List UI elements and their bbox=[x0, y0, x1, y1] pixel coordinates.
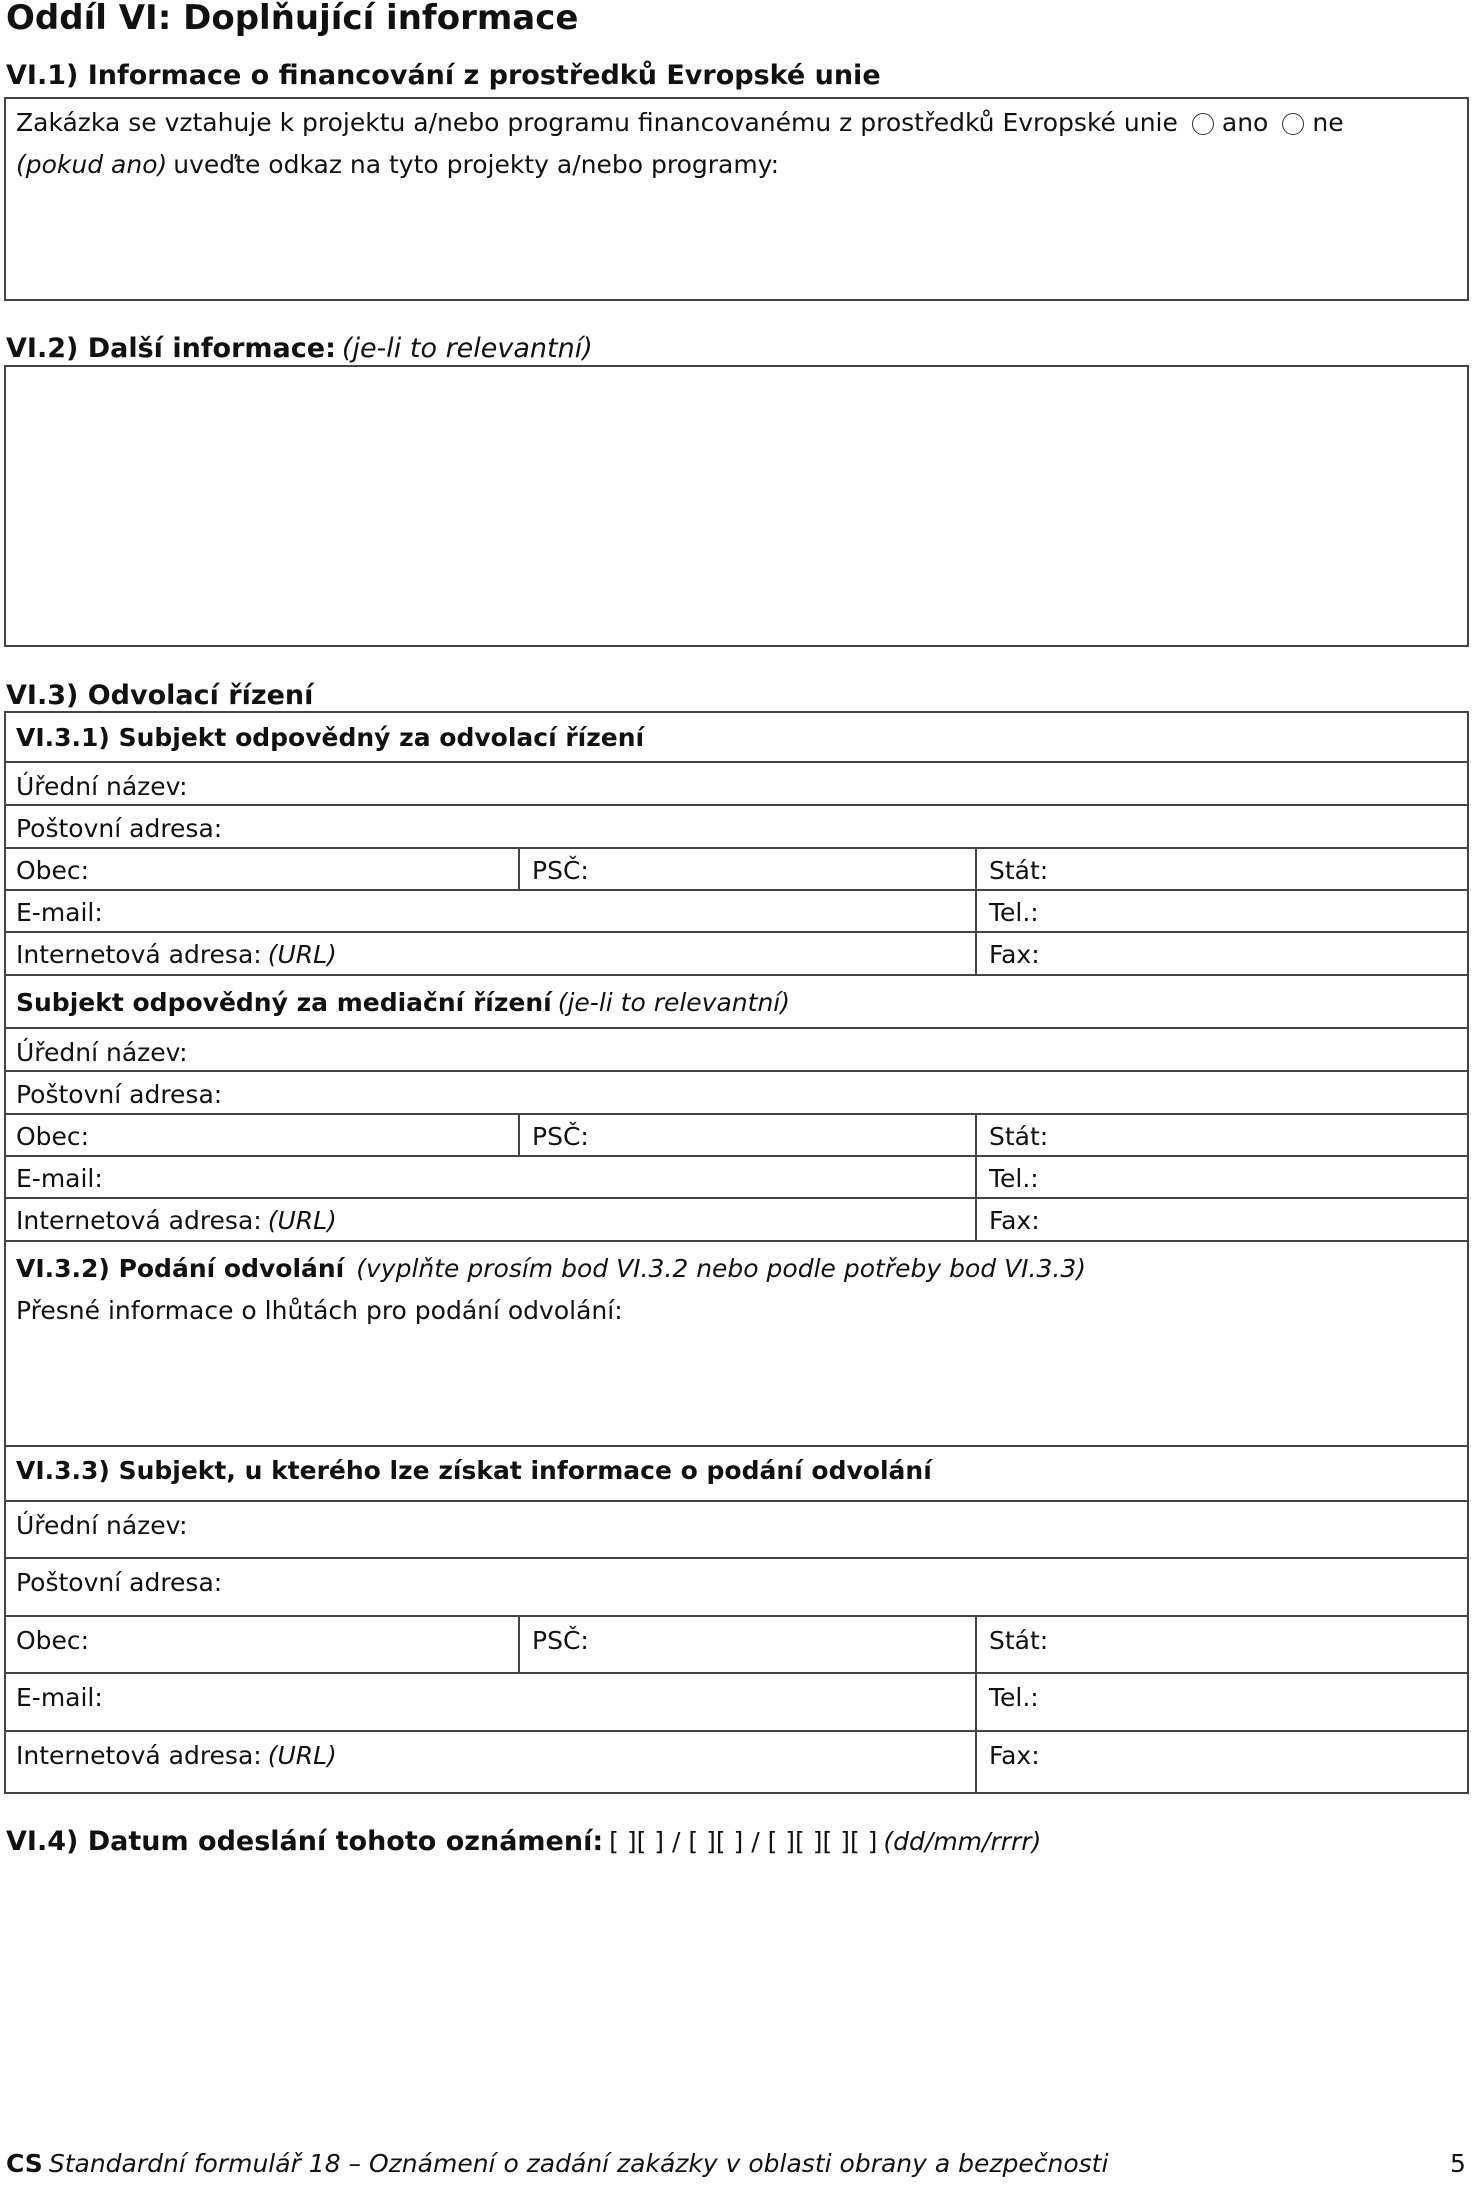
divider bbox=[518, 847, 520, 889]
divider bbox=[4, 761, 1469, 763]
review-official-name-label: Úřední název: bbox=[16, 772, 188, 801]
info-country-label: Stát: bbox=[989, 1626, 1049, 1655]
section-title: Oddíl VI: Doplňující informace bbox=[6, 0, 579, 38]
divider bbox=[4, 1155, 1469, 1157]
divider bbox=[4, 1500, 1469, 1502]
vi33-heading: VI.3.3) Subjekt, u kterého lze získat informace o podání odvolání bbox=[16, 1456, 932, 1485]
vi1-heading: VI.1) Informace o financování z prostředků Evropské unie bbox=[6, 60, 881, 91]
footer-title: Standardní formulář 18 – Oznámení o zadání zakázky v oblasti obrany a bezpečnosti bbox=[48, 2149, 1109, 2178]
footer-row bbox=[6, 2149, 1108, 2178]
radio-no-label: ne bbox=[1312, 108, 1344, 137]
divider bbox=[4, 1113, 1469, 1115]
mediation-postal-address-label: Poštovní adresa: bbox=[16, 1080, 223, 1109]
vi4-row bbox=[6, 1826, 1041, 1857]
info-postal-address-label: Poštovní adresa: bbox=[16, 1568, 223, 1597]
date-format-note: (dd/mm/rrrr) bbox=[883, 1827, 1042, 1856]
vi2-note: (je-li to relevantní) bbox=[341, 333, 593, 364]
eu-reference-condition: (pokud ano) bbox=[16, 150, 168, 179]
divider bbox=[4, 931, 1469, 933]
appeal-deadlines-field[interactable] bbox=[16, 1335, 1456, 1435]
footer-lang: CS bbox=[6, 2149, 43, 2178]
mediation-fax-label: Fax: bbox=[989, 1206, 1040, 1235]
vi2-heading-row bbox=[6, 333, 593, 364]
mediation-email-label: E-mail: bbox=[16, 1164, 103, 1193]
appeal-deadlines-label: Přesné informace o lhůtách pro podání odvolání: bbox=[16, 1296, 623, 1325]
divider bbox=[4, 1197, 1469, 1199]
divider bbox=[4, 1027, 1469, 1029]
review-country-label: Stát: bbox=[989, 856, 1049, 885]
vi32-heading: VI.3.2) Podání odvolání bbox=[16, 1254, 345, 1283]
review-town-label: Obec: bbox=[16, 856, 90, 885]
divider bbox=[975, 1615, 977, 1794]
info-phone-label: Tel.: bbox=[989, 1683, 1039, 1712]
radio-yes[interactable] bbox=[1192, 113, 1214, 135]
info-official-name-label: Úřední název: bbox=[16, 1511, 188, 1540]
vi32-note: (vyplňte prosím bod VI.3.2 nebo podle potřeby bod VI.3.3) bbox=[356, 1254, 1086, 1283]
review-internet-address-label: Internetová adresa: bbox=[16, 940, 262, 969]
eu-reference-text: uveďte odkaz na tyto projekty a/nebo programy: bbox=[173, 150, 780, 179]
review-url-note: (URL) bbox=[267, 940, 337, 969]
vi32-heading-row bbox=[16, 1254, 1086, 1283]
mediation-country-label: Stát: bbox=[989, 1122, 1049, 1151]
mediation-heading-row bbox=[16, 988, 790, 1017]
info-internet-address-row bbox=[16, 1741, 337, 1770]
vi3-heading: VI.3) Odvolací řízení bbox=[6, 680, 314, 711]
divider bbox=[4, 847, 1469, 849]
info-postal-code-label: PSČ: bbox=[532, 1626, 589, 1655]
divider bbox=[975, 1113, 977, 1240]
divider bbox=[4, 1615, 1469, 1617]
info-internet-address-label: Internetová adresa: bbox=[16, 1741, 262, 1770]
info-url-note: (URL) bbox=[267, 1741, 337, 1770]
eu-funding-question: Zakázka se vztahuje k projektu a/nebo programu financovanému z prostředků Evropské unie bbox=[16, 108, 1178, 137]
mediation-town-label: Obec: bbox=[16, 1122, 90, 1151]
vi2-heading: VI.2) Další informace: bbox=[6, 333, 336, 364]
review-internet-address-row bbox=[16, 940, 337, 969]
divider bbox=[4, 1730, 1469, 1732]
radio-no[interactable] bbox=[1282, 113, 1304, 135]
mediation-phone-label: Tel.: bbox=[989, 1164, 1039, 1193]
mediation-official-name-label: Úřední název: bbox=[16, 1038, 188, 1067]
review-postal-address-label: Poštovní adresa: bbox=[16, 814, 223, 843]
page-number: 5 bbox=[1450, 2149, 1466, 2178]
divider bbox=[4, 1672, 1469, 1674]
eu-reference-field[interactable] bbox=[16, 190, 1456, 290]
mediation-note: (je-li to relevantní) bbox=[557, 988, 790, 1017]
divider bbox=[518, 1113, 520, 1155]
radio-yes-label: ano bbox=[1221, 108, 1269, 137]
mediation-url-note: (URL) bbox=[267, 1206, 337, 1235]
review-phone-label: Tel.: bbox=[989, 898, 1039, 927]
divider bbox=[4, 974, 1469, 976]
divider bbox=[975, 847, 977, 974]
divider bbox=[518, 1615, 520, 1672]
mediation-heading: Subjekt odpovědný za mediační řízení bbox=[16, 988, 552, 1017]
divider bbox=[4, 889, 1469, 891]
vi31-heading: VI.3.1) Subjekt odpovědný za odvolací řízení bbox=[16, 723, 645, 752]
review-postal-code-label: PSČ: bbox=[532, 856, 589, 885]
dispatch-date-field[interactable]: [ ][ ] / [ ][ ] / [ ][ ][ ][ ] bbox=[609, 1827, 878, 1856]
vi3-box bbox=[4, 711, 1469, 1794]
divider bbox=[4, 1557, 1469, 1559]
mediation-internet-address-row bbox=[16, 1206, 337, 1235]
mediation-internet-address-label: Internetová adresa: bbox=[16, 1206, 262, 1235]
review-fax-label: Fax: bbox=[989, 940, 1040, 969]
info-town-label: Obec: bbox=[16, 1626, 90, 1655]
mediation-postal-code-label: PSČ: bbox=[532, 1122, 589, 1151]
info-email-label: E-mail: bbox=[16, 1683, 103, 1712]
eu-funding-question-row bbox=[16, 108, 1344, 137]
divider bbox=[4, 1070, 1469, 1072]
info-fax-label: Fax: bbox=[989, 1741, 1040, 1770]
review-email-label: E-mail: bbox=[16, 898, 103, 927]
divider bbox=[4, 804, 1469, 806]
eu-reference-row bbox=[16, 150, 779, 179]
divider bbox=[4, 1240, 1469, 1242]
divider bbox=[4, 1445, 1469, 1447]
additional-info-field[interactable] bbox=[4, 365, 1469, 647]
vi4-heading: VI.4) Datum odeslání tohoto oznámení: bbox=[6, 1826, 604, 1857]
